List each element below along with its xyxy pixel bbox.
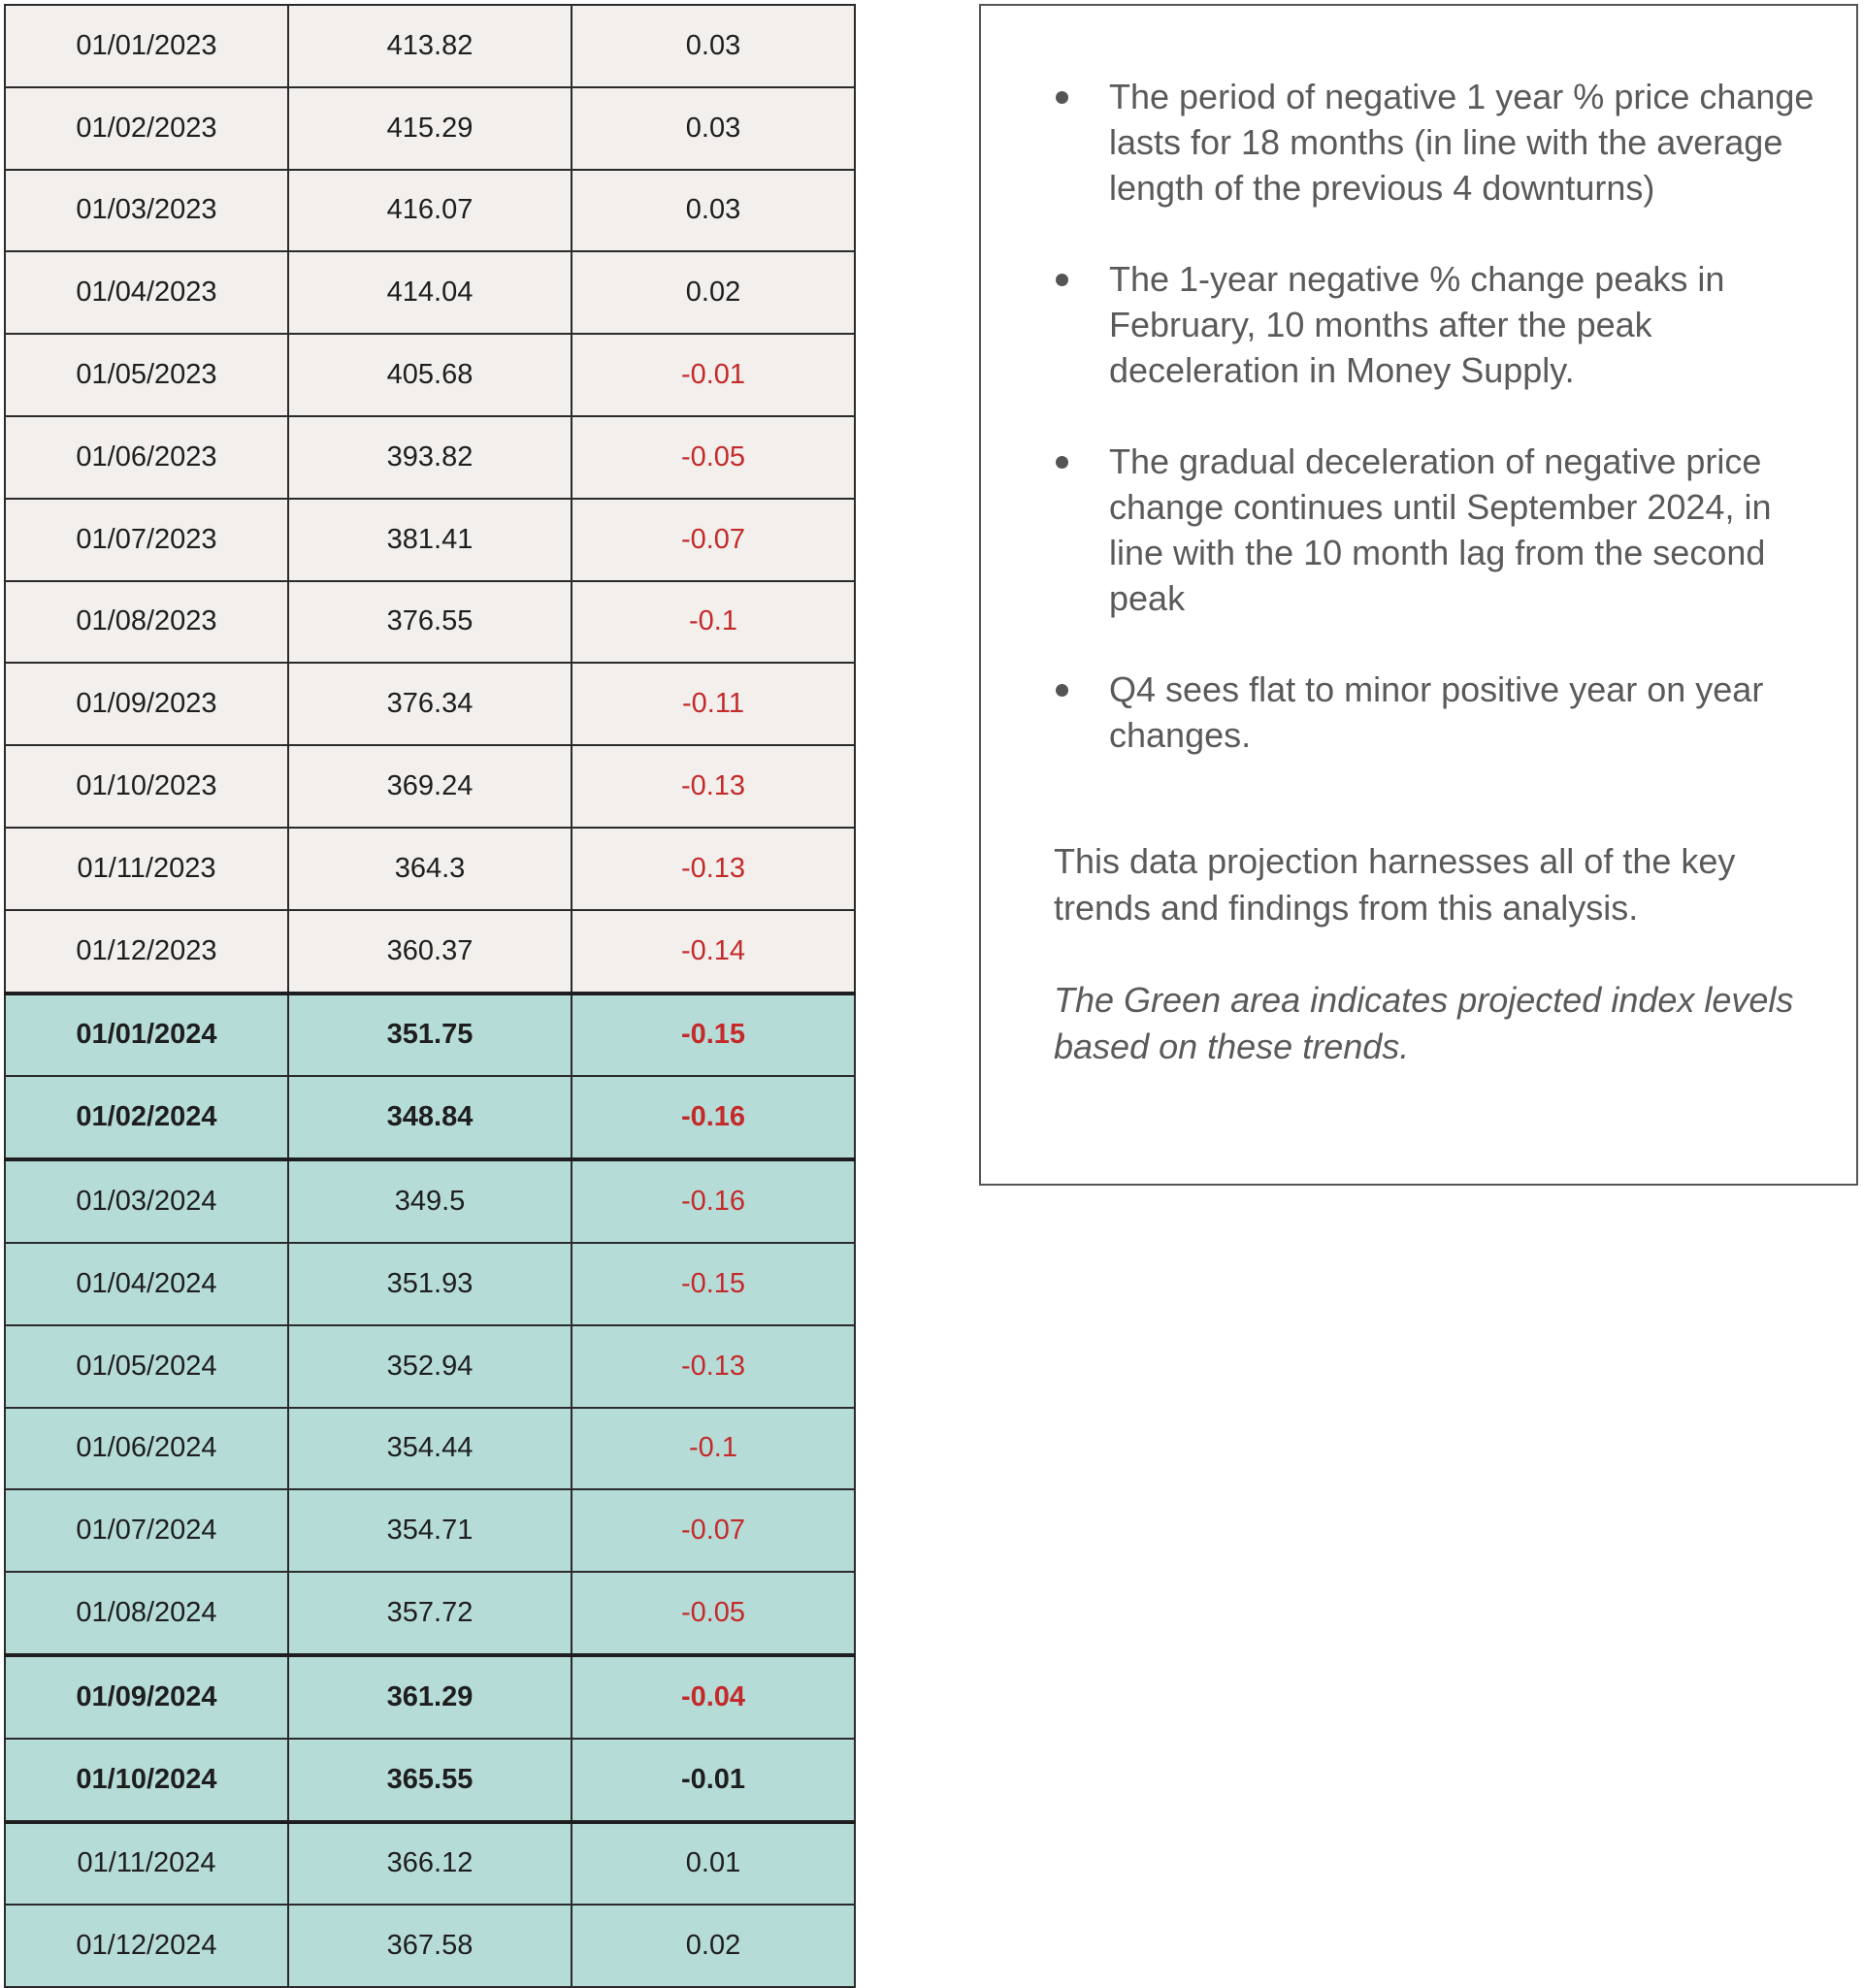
change-cell: 0.01 bbox=[572, 1822, 855, 1906]
table-row bbox=[5, 1822, 855, 1906]
change-cell: 0.03 bbox=[572, 170, 855, 252]
date-cell: 01/10/2023 bbox=[5, 745, 288, 828]
table-row bbox=[5, 499, 855, 581]
index-value-cell: 413.82 bbox=[288, 5, 572, 87]
change-cell: -0.1 bbox=[572, 1408, 855, 1490]
index-value-cell: 351.93 bbox=[288, 1243, 572, 1325]
index-value-cell: 364.3 bbox=[288, 828, 572, 910]
table-row bbox=[5, 87, 855, 170]
change-cell: 0.03 bbox=[572, 87, 855, 170]
index-value-cell: 381.41 bbox=[288, 499, 572, 581]
notes-bullet-text: The 1-year negative % change peaks in February, 10 months after the peak deceleration in Money Supply. bbox=[1109, 259, 1725, 390]
notes-bullet-item bbox=[1054, 74, 1817, 211]
index-value-cell: 348.84 bbox=[288, 1076, 572, 1159]
table-row bbox=[5, 1325, 855, 1408]
change-cell: -0.04 bbox=[572, 1655, 855, 1739]
date-cell: 01/01/2023 bbox=[5, 5, 288, 87]
date-cell: 01/02/2024 bbox=[5, 1076, 288, 1159]
change-cell: -0.15 bbox=[572, 1243, 855, 1325]
table-body bbox=[5, 5, 855, 1987]
change-cell: 0.02 bbox=[572, 1905, 855, 1987]
index-value-cell: 369.24 bbox=[288, 745, 572, 828]
index-value-cell: 415.29 bbox=[288, 87, 572, 170]
date-cell: 01/08/2024 bbox=[5, 1572, 288, 1655]
bullet-dot-icon bbox=[1056, 274, 1068, 286]
change-cell: 0.03 bbox=[572, 5, 855, 87]
table-row bbox=[5, 994, 855, 1077]
date-cell: 01/12/2024 bbox=[5, 1905, 288, 1987]
table-row bbox=[5, 1905, 855, 1987]
index-value-cell: 361.29 bbox=[288, 1655, 572, 1739]
date-cell: 01/05/2024 bbox=[5, 1325, 288, 1408]
date-cell: 01/01/2024 bbox=[5, 994, 288, 1077]
table-row bbox=[5, 1572, 855, 1655]
index-value-cell: 349.5 bbox=[288, 1159, 572, 1243]
date-cell: 01/05/2023 bbox=[5, 334, 288, 416]
table-row bbox=[5, 1076, 855, 1159]
change-cell: -0.05 bbox=[572, 1572, 855, 1655]
change-cell: -0.01 bbox=[572, 334, 855, 416]
index-value-cell: 365.55 bbox=[288, 1739, 572, 1822]
change-cell: -0.01 bbox=[572, 1739, 855, 1822]
index-value-cell: 376.34 bbox=[288, 663, 572, 745]
date-cell: 01/08/2023 bbox=[5, 581, 288, 664]
table-row bbox=[5, 663, 855, 745]
table-row bbox=[5, 251, 855, 334]
change-cell: -0.14 bbox=[572, 910, 855, 994]
date-cell: 01/03/2024 bbox=[5, 1159, 288, 1243]
date-cell: 01/04/2023 bbox=[5, 251, 288, 334]
notes-bullet-item bbox=[1054, 439, 1817, 621]
notes-footnote: The Green area indicates projected index levels based on these trends. bbox=[1054, 980, 1794, 1066]
index-value-cell: 351.75 bbox=[288, 994, 572, 1077]
bullet-dot-icon bbox=[1056, 456, 1068, 469]
change-cell: -0.05 bbox=[572, 416, 855, 499]
change-cell: -0.07 bbox=[572, 499, 855, 581]
date-cell: 01/07/2023 bbox=[5, 499, 288, 581]
bullet-dot-icon bbox=[1056, 91, 1068, 104]
table-row bbox=[5, 170, 855, 252]
index-value-cell: 414.04 bbox=[288, 251, 572, 334]
change-cell: -0.13 bbox=[572, 828, 855, 910]
table-row bbox=[5, 334, 855, 416]
table-row bbox=[5, 581, 855, 664]
date-cell: 01/12/2023 bbox=[5, 910, 288, 994]
notes-bullet-text: The gradual deceleration of negative price change continues until September 2024, in line with the 10 month lag from the second peak bbox=[1109, 441, 1772, 618]
change-cell: -0.16 bbox=[572, 1076, 855, 1159]
notes-panel bbox=[979, 4, 1858, 1186]
table-row bbox=[5, 5, 855, 87]
table-row bbox=[5, 745, 855, 828]
date-cell: 01/06/2024 bbox=[5, 1408, 288, 1490]
notes-summary: This data projection harnesses all of the key trends and findings from this analysis. bbox=[1054, 841, 1736, 928]
bullet-dot-icon bbox=[1056, 684, 1068, 697]
date-cell: 01/11/2023 bbox=[5, 828, 288, 910]
notes-bullet-text: The period of negative 1 year % price change lasts for 18 months (in line with the average length of the previous 4 downturns) bbox=[1109, 77, 1814, 208]
notes-bullet-item bbox=[1054, 667, 1817, 758]
change-cell: -0.11 bbox=[572, 663, 855, 745]
index-value-cell: 366.12 bbox=[288, 1822, 572, 1906]
table-row bbox=[5, 1739, 855, 1822]
index-value-cell: 360.37 bbox=[288, 910, 572, 994]
change-cell: 0.02 bbox=[572, 251, 855, 334]
table-row bbox=[5, 828, 855, 910]
table-row bbox=[5, 910, 855, 994]
index-value-cell: 352.94 bbox=[288, 1325, 572, 1408]
table-row bbox=[5, 416, 855, 499]
change-cell: -0.13 bbox=[572, 1325, 855, 1408]
date-cell: 01/02/2023 bbox=[5, 87, 288, 170]
date-cell: 01/04/2024 bbox=[5, 1243, 288, 1325]
index-value-cell: 367.58 bbox=[288, 1905, 572, 1987]
change-cell: -0.1 bbox=[572, 581, 855, 664]
index-value-cell: 393.82 bbox=[288, 416, 572, 499]
notes-bullet-list bbox=[1054, 74, 1817, 758]
table-row bbox=[5, 1655, 855, 1739]
date-cell: 01/03/2023 bbox=[5, 170, 288, 252]
change-cell: -0.13 bbox=[572, 745, 855, 828]
index-value-cell: 357.72 bbox=[288, 1572, 572, 1655]
index-value-cell: 354.71 bbox=[288, 1489, 572, 1572]
date-cell: 01/11/2024 bbox=[5, 1822, 288, 1906]
date-cell: 01/06/2023 bbox=[5, 416, 288, 499]
index-value-cell: 376.55 bbox=[288, 581, 572, 664]
index-value-cell: 354.44 bbox=[288, 1408, 572, 1490]
price-index-table bbox=[4, 4, 856, 1988]
date-cell: 01/09/2023 bbox=[5, 663, 288, 745]
change-cell: -0.15 bbox=[572, 994, 855, 1077]
table-row bbox=[5, 1243, 855, 1325]
table-row bbox=[5, 1159, 855, 1243]
change-cell: -0.07 bbox=[572, 1489, 855, 1572]
date-cell: 01/10/2024 bbox=[5, 1739, 288, 1822]
notes-bullet-item bbox=[1054, 256, 1817, 393]
index-value-cell: 416.07 bbox=[288, 170, 572, 252]
date-cell: 01/09/2024 bbox=[5, 1655, 288, 1739]
table-row bbox=[5, 1408, 855, 1490]
change-cell: -0.16 bbox=[572, 1159, 855, 1243]
notes-bullet-text: Q4 sees flat to minor positive year on year changes. bbox=[1109, 669, 1764, 755]
date-cell: 01/07/2024 bbox=[5, 1489, 288, 1572]
table-row bbox=[5, 1489, 855, 1572]
index-value-cell: 405.68 bbox=[288, 334, 572, 416]
